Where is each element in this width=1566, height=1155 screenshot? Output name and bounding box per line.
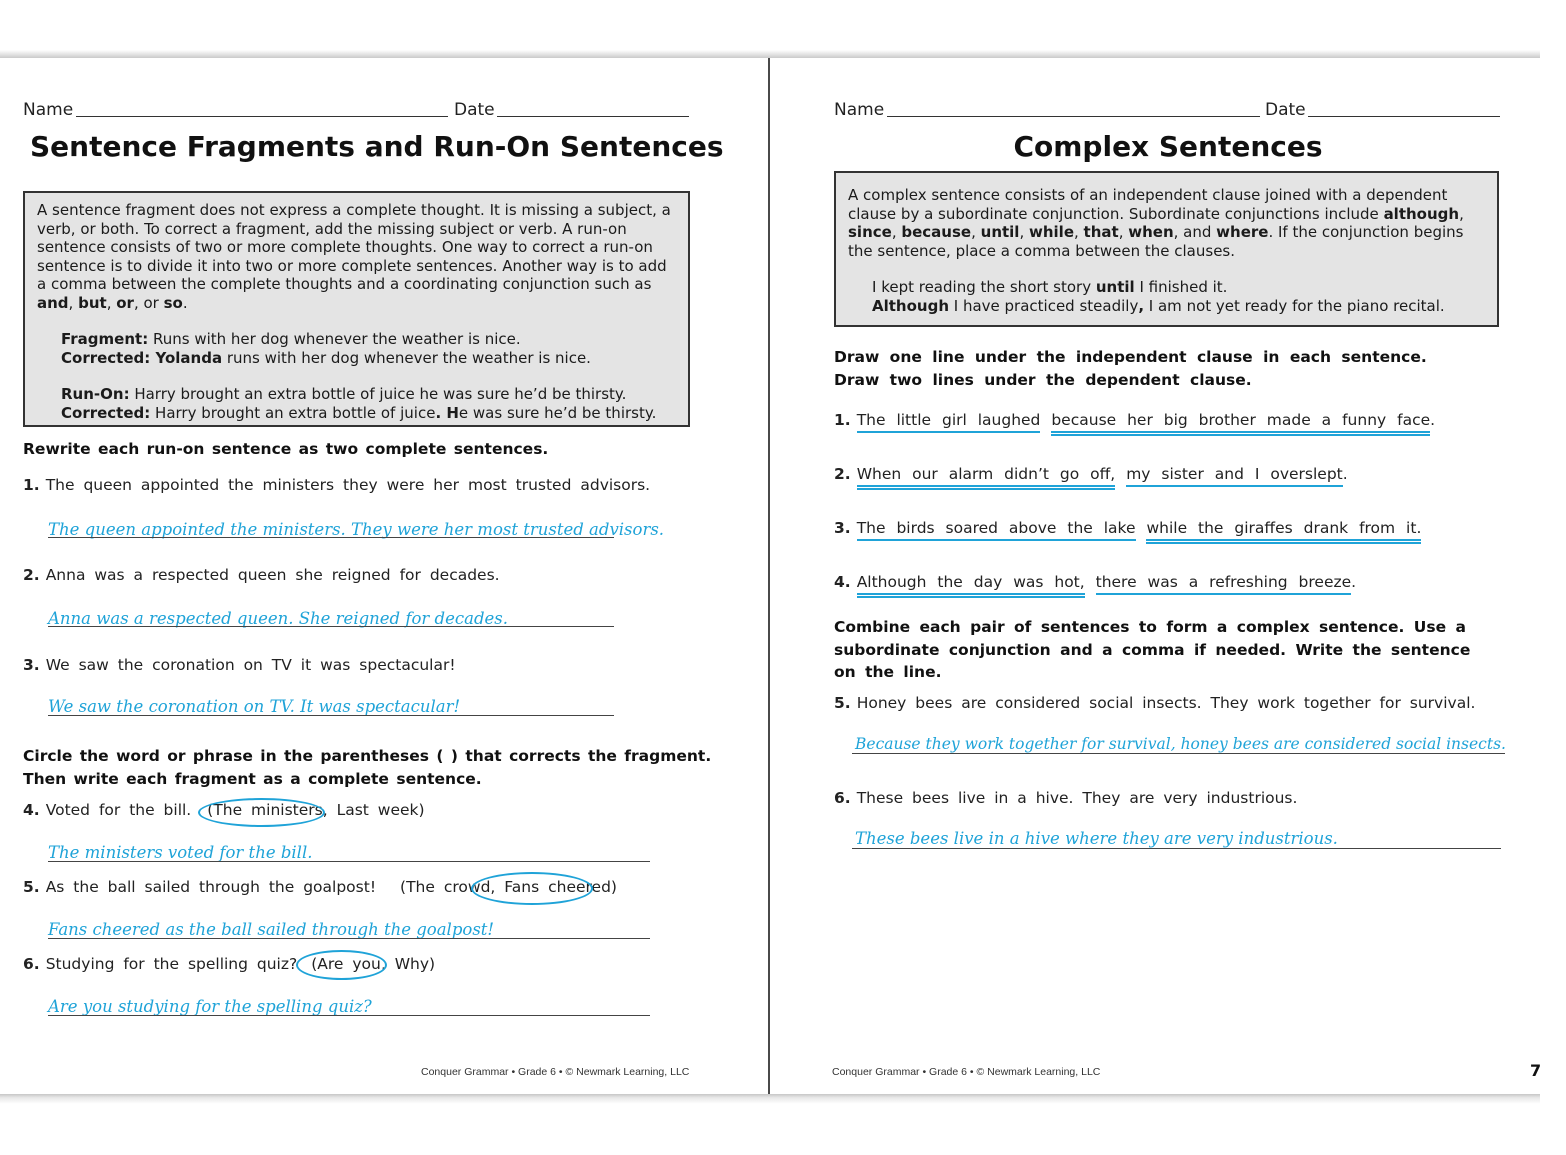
dependent-clause-1[interactable]: because her big brother made a funny face [1051,411,1430,436]
name-line[interactable] [887,116,1260,117]
question-1: 1. The queen appointed the ministers they were her most trusted advisors. [23,476,651,494]
instruction-rewrite: Rewrite each run-on sentence as two complete sentences. [23,440,549,458]
rule-intro: A sentence fragment does not express a complete thought. It is missing a subject, a verb, or both. To correct a fragment, add the missing subject or verb. A run-on sentence consists of two or more complete thoughts. One way to correct a run-on sentence is to divide it into two or more complete sentences. Another way is to add a comma between the complete thoughts and a coordinating conjunction such as and, but, or, or so. [37,201,671,312]
instruction-circle: Circle the word or phrase in the parentheses ( ) that corrects the fragment. Then write each fragment as a complete sentence. [23,747,712,788]
name-line[interactable] [76,116,448,117]
page-number: 7 [1530,1061,1542,1080]
page-footer: Conquer Grammar • Grade 6 • © Newmark Learning, LLC [421,1066,690,1078]
date-label: Date [454,100,495,120]
left-page [0,58,768,1095]
independent-clause-3[interactable]: The birds soared above the lake [857,519,1136,541]
runon-example: Run-On: Harry brought an extra bottle of juice he was sure he’d be thirsty. [61,385,627,403]
dependent-clause-3[interactable]: while the giraffes drank from it. [1146,519,1421,544]
question-6: 6. Studying for the spelling quiz? (Are you, Why) [23,955,436,973]
answer-line-6 [852,848,1501,849]
circle-mark-6 [296,950,387,980]
independent-clause-1[interactable]: The little girl laughed [857,411,1041,433]
answer-line-2 [48,626,614,627]
answer-2[interactable]: Anna was a respected queen. She reigned for decades. [48,609,508,628]
top-background [0,0,1540,58]
example-2: Although I have practiced steadily, I am not yet ready for the piano recital. [872,296,1445,315]
page-title: Complex Sentences [1013,130,1323,163]
rule-box [23,191,690,427]
dependent-clause-2[interactable]: When our alarm didn’t go off, [857,465,1116,490]
circle-mark-4 [198,798,325,827]
answer-line-3 [48,715,614,716]
answer-5[interactable]: Fans cheered as the ball sailed through the goalpost! [48,920,495,939]
answer-line-5 [48,938,650,939]
answer-6[interactable]: Are you studying for the spelling quiz? [48,997,372,1016]
answer-line-1 [48,537,614,538]
page-title: Sentence Fragments and Run-On Sentences [30,130,724,163]
instruction-combine: Combine each pair of sentences to form a complex sentence. Use a subordinate conjunction and a comma if needed. Write the sentence on the line. [834,618,1471,681]
answer-1[interactable]: The queen appointed the ministers. They were her most trusted advisors. [48,520,665,539]
right-page [770,58,1540,1095]
name-label: Name [834,100,885,120]
question-4: 4. Voted for the bill. (The ministers, Last week) [23,801,425,819]
independent-clause-4[interactable]: there was a refreshing breeze [1096,573,1352,595]
bottom-background [0,1094,1540,1155]
answer-4[interactable]: The ministers voted for the bill. [48,843,313,862]
rule-box [834,171,1499,327]
question-6: 6. These bees live in a hive. They are very industrious. [834,789,1298,807]
answer-6[interactable]: These bees live in a hive where they are very industrious. [855,829,1338,848]
answer-3[interactable]: We saw the coronation on TV. It was spectacular! [48,697,461,716]
question-4: 4. Although the day was hot, there was a refreshing breeze. [834,573,1356,591]
instruction-underline: Draw one line under the independent clause in each sentence. Draw two lines under the dependent clause. [834,348,1427,389]
question-3: 3. The birds soared above the lake while the giraffes drank from it. [834,519,1421,537]
corrected-example-1: Corrected: Yolanda runs with her dog whenever the weather is nice. [61,348,591,367]
answer-line-6 [48,1015,650,1016]
example-1: I kept reading the short story until I finished it. [872,278,1228,296]
date-label: Date [1265,100,1306,120]
rule-intro: A complex sentence consists of an independent clause joined with a dependent clause by a subordinate conjunction. Subordinate conjunctions include although, since, because, until, while, that, when, and where. If the conjunction begins the sentence, place a comma between the clauses. [848,186,1464,260]
question-5: 5. As the ball sailed through the goalpost! (The crowd, Fans cheered) [23,878,617,896]
question-1: 1. The little girl laughed because her big brother made a funny face. [834,411,1435,429]
answer-5[interactable]: Because they work together for survival, honey bees are considered social insects. [855,735,1506,753]
answer-line-5 [852,753,1505,754]
workbook-spread [0,58,1540,1095]
corrected-example-2: Corrected: Harry brought an extra bottle of juice. He was sure he’d be thirsty. [61,403,657,422]
independent-clause-2[interactable]: my sister and I overslept [1126,465,1343,487]
circle-mark-5 [471,872,593,905]
fragment-example: Fragment: Runs with her dog whenever the weather is nice. [61,330,521,348]
question-2: 2. When our alarm didn’t go off, my sister and I overslept. [834,465,1348,483]
date-line[interactable] [1308,116,1500,117]
page-footer: Conquer Grammar • Grade 6 • © Newmark Learning, LLC [832,1066,1101,1078]
name-label: Name [23,100,74,120]
question-3: 3. We saw the coronation on TV it was spectacular! [23,656,456,674]
dependent-clause-4[interactable]: Although the day was hot, [857,573,1085,598]
answer-line-4 [48,861,650,862]
question-2: 2. Anna was a respected queen she reigned for decades. [23,566,500,584]
date-line[interactable] [497,116,689,117]
question-5: 5. Honey bees are considered social insects. They work together for survival. [834,694,1476,712]
